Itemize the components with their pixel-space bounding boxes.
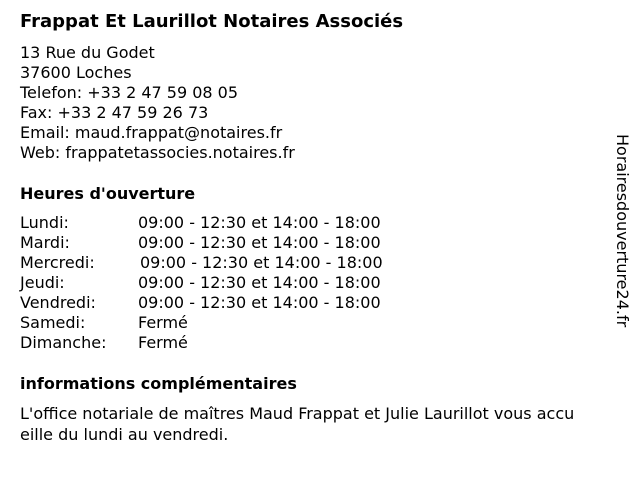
hours-day-label: Mardi: [20,233,70,252]
page-title: Frappat Et Laurillot Notaires Associés [20,11,404,32]
hours-time-value: 09:00 - 12:30 et 14:00 - 18:00 [138,233,381,252]
extra-info-heading: informations complémentaires [20,374,297,393]
address-street: 13 Rue du Godet [20,43,155,62]
hours-row-thursday [20,273,440,293]
hours-table [20,213,440,353]
hours-day-label: Mercredi: [20,253,95,272]
site-watermark: Horairesdouverture24.fr [613,134,632,328]
hours-time-value: 09:00 - 12:30 et 14:00 - 18:00 [138,293,381,312]
contact-block [20,43,295,163]
hours-row-tuesday [20,233,440,253]
hours-row-wednesday [20,253,440,273]
hours-heading: Heures d'ouverture [20,184,196,203]
extra-info-text: L'office notariale de maîtres Maud Frappat et Julie Laurillot vous accueille du lundi au vendredi. [20,404,575,444]
hours-day-label: Lundi: [20,213,69,232]
hours-day-label: Samedi: [20,313,86,332]
hours-time-value: Fermé [138,333,188,352]
email-address: Email: maud.frappat@notaires.fr [20,123,283,142]
hours-day-label: Dimanche: [20,333,107,352]
hours-row-monday [20,213,440,233]
hours-time-value: 09:00 - 12:30 et 14:00 - 18:00 [138,213,381,232]
fax-number: Fax: +33 2 47 59 26 73 [20,103,209,122]
website-url: Web: frappatetassocies.notaires.fr [20,143,295,162]
hours-time-value: 09:00 - 12:30 et 14:00 - 18:00 [140,253,383,272]
hours-row-sunday [20,333,440,353]
hours-row-friday [20,293,440,313]
hours-day-label: Jeudi: [20,273,65,292]
hours-day-label: Vendredi: [20,293,96,312]
hours-row-saturday [20,313,440,333]
hours-time-value: Fermé [138,313,188,332]
phone-number: Telefon: +33 2 47 59 08 05 [20,83,239,102]
address-city: 37600 Loches [20,63,132,82]
hours-time-value: 09:00 - 12:30 et 14:00 - 18:00 [138,273,381,292]
